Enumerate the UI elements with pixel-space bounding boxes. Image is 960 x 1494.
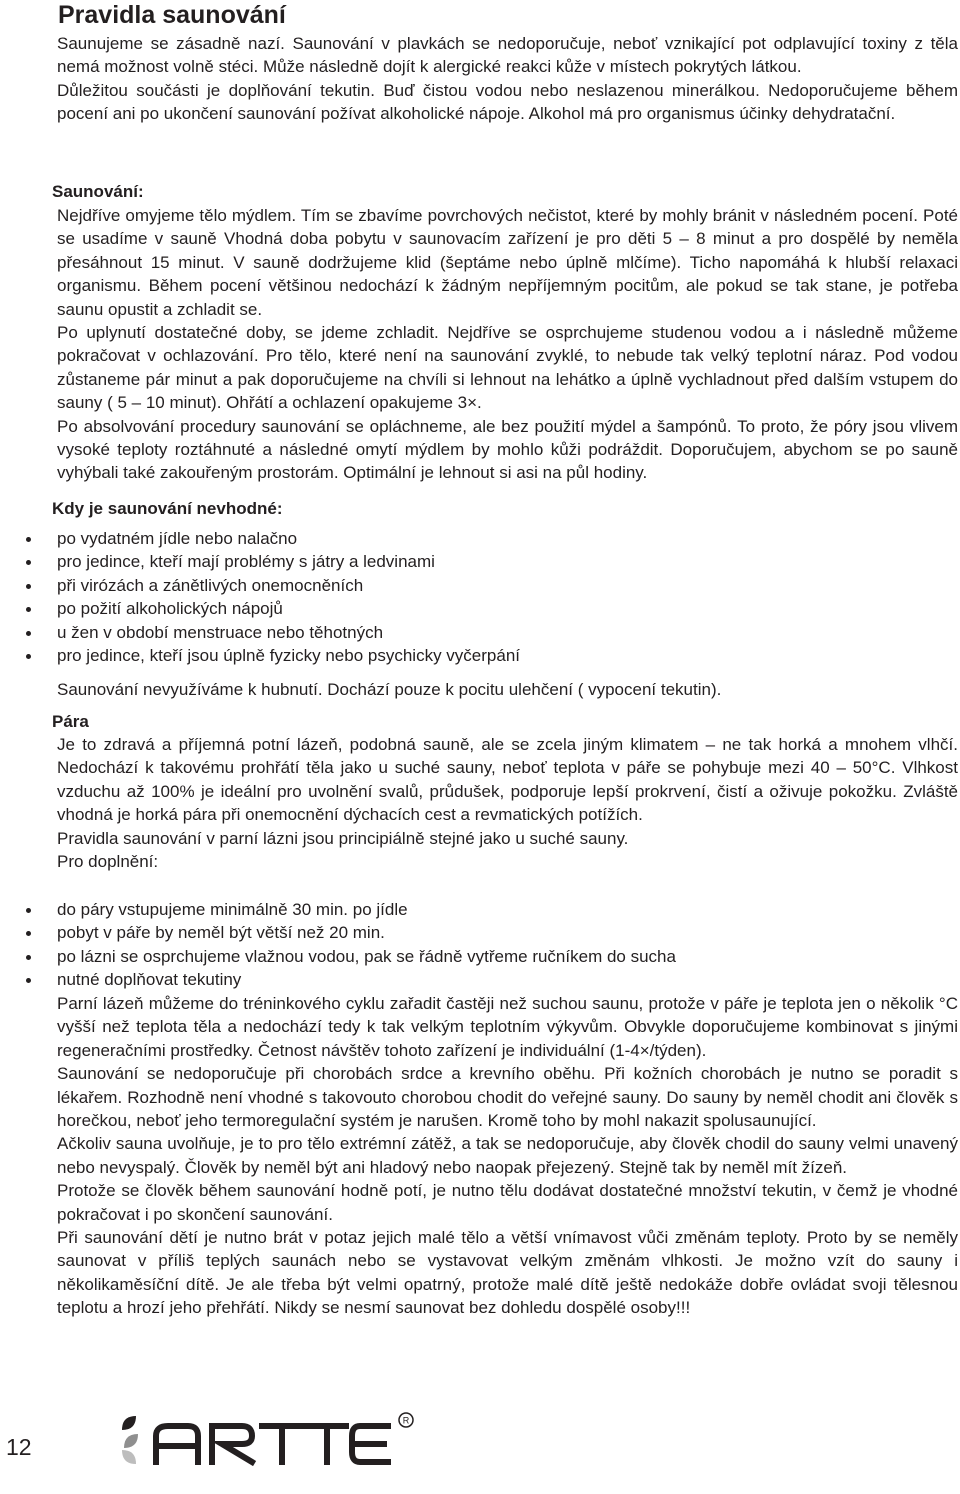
steam-supplement-label: Pro doplnění: — [57, 852, 159, 872]
logo-leaf-icon — [122, 1450, 136, 1464]
list-item: nutné doplňovat tekutiny — [0, 968, 958, 991]
steam-paragraph-children: Při saunování dětí je nutno brát v potaz jejich malé tělo a větší vnímavost vůči změnám teploty. Proto by se neměly saunovat v příliš teplých saunách nebo se vystavovat velkým změnám vlhkosti. Je možno vzít do sauny i několikaměsíční dítě. Je ale třeba být velmi opatrný, protože malé dítě ještě nedokáže dobře ovládat svoji tělesnou teplotu a hrozí jeho přehřátí. Nikdy se nesmí saunovat bez dohledu dospělé osoby!!! — [57, 1228, 958, 1318]
steam-paragraph-health: Saunování se nedoporučuje při chorobách srdce a krevního oběhu. Při kožních chorobách je nutno se poradit s lékařem. Rozhodně není vhodné s takovouto chorobou chodit do veřejné sauny. Do sauny by neměl chodit ani člověk s horečkou, neboť jeho termoregulační systém je narušen. Kromě toho by mohl nakazit spolusaunující. — [57, 1064, 958, 1131]
steam-list — [0, 898, 958, 992]
steam-closing-section — [57, 992, 958, 1320]
bullet-icon — [26, 560, 31, 565]
bullet-icon — [26, 978, 31, 983]
steam-section — [57, 733, 958, 873]
intro-section — [57, 32, 958, 126]
artec-logo-icon — [116, 1410, 416, 1470]
list-item: po vydatném jídle nebo nalačno — [0, 527, 958, 550]
list-item: pobyt v páře by neměl být větší než 20 min. — [0, 921, 958, 944]
sauna-paragraph-procedure: Nejdříve omyjeme tělo mýdlem. Tím se zbavíme povrchových nečistot, které by mohly bránit v následném pocení. Poté se usadíme v sauně Vhodná doba pobytu v saunovacím zařízení je pro děti 5 – 8 minut a pro dospělé by neměla přesáhnout 15 minut. V sauně dodržujeme klid (šeptáme nebo úplně mlčíme). Ticho napomáhá k hlubší relaxaci organismu. Během pocení většinou nedochází k žádným nepříjemným pocitům, ale pokud se tak stane, je potřeba saunu opustit a zchladit se. — [57, 206, 958, 319]
registered-mark-icon — [399, 1413, 413, 1427]
steam-heading: Pára — [52, 712, 89, 731]
artec-logo — [116, 1410, 416, 1470]
svg-text:R: R — [402, 1415, 410, 1426]
logo-leaf-icon — [122, 1416, 136, 1430]
sauna-heading: Saunování: — [52, 182, 144, 201]
sauna-section — [57, 204, 958, 485]
steam-paragraph-fatigue: Ačkoliv sauna uvolňuje, je to pro tělo extrémní zátěž, a tak se nedoporučuje, aby člověk chodil do sauny velmi unavený nebo nevyspalý. Člověk by neměl být ani hladový nebo naopak přejezený. Stejně tak by neměl mít žízeň. — [57, 1134, 958, 1177]
bullet-icon — [26, 654, 31, 659]
bullet-icon — [26, 631, 31, 636]
list-item: do páry vstupujeme minimálně 30 min. po jídle — [0, 898, 958, 921]
list-item: u žen v období menstruace nebo těhotných — [0, 621, 958, 644]
bullet-icon — [26, 931, 31, 936]
steam-paragraph-training: Parní lázeň můžeme do tréninkového cyklu zařadit častěji než suchou saunu, protože v páře je teplota jen o několik °C vyšší než teplota těla a nedochází tedy k tak velkým teplotním výkyvům. Obvykle doporučujeme kombinovat s jinými regeneračními prostředky. Četnost návštěv tohoto zařízení je individuální (1-4×/týden). — [57, 994, 958, 1060]
bullet-icon — [26, 955, 31, 960]
list-item: pro jedince, kteří mají problémy s játry a ledvinami — [0, 550, 958, 573]
bullet-icon — [26, 537, 31, 542]
bullet-icon — [26, 908, 31, 913]
steam-paragraph-hydration: Protože se člověk během saunování hodně potí, je nutno tělu dodávat dostatečné množství tekutin, v čemž je vhodné pokračovat i po skončení saunování. — [57, 1181, 958, 1224]
steam-paragraph-description: Je to zdravá a příjemná potní lázeň, podobná sauně, ale se zcela jiným klimatem – ne tak horká a mnohem vlhčí. Nedochází k takovému prohřátí těla jako u suché sauny, neboť teplota v páře se pohybuje mezi 40 – 50°C. Vlhkost vzduchu až 100% je ideální pro uvolnění svalů, průdušek, podporuje lepší prokrvení, čistí a oživuje pokožku. Zvláště vhodná je horká pára při onemocnění dýchacích cest a revmatických potížích. — [57, 735, 958, 825]
list-item: po požití alkoholických nápojů — [0, 597, 958, 620]
page-title: Pravidla saunování — [58, 1, 286, 29]
bullet-icon — [26, 584, 31, 589]
contraindications-heading: Kdy je saunování nevhodné: — [52, 499, 283, 518]
logo-leaf-icon — [124, 1434, 138, 1448]
page-number: 12 — [6, 1434, 32, 1460]
sauna-paragraph-after: Po absolvování procedury saunování se opláchneme, ale bez použití mýdel a šampónů. To proto, že póry jsou vlivem vysoké teploty roztáhnuté a následné omytí mýdlem by mohlo kůži podráždit. Doporučujem, abychom se po sauně vyhýbali také zakouřeným prostorám. Optimální je lehnout si asi na půl hodiny. — [57, 416, 958, 483]
intro-paragraph-clothing: Saunujeme se zásadně nazí. Saunování v plavkách se nedoporučuje, neboť vznikající pot odplavující toxiny z těla nemá možnost volně stéci. Může následně dojít k alergické reakci kůže v místech pokrytých látkou. — [57, 34, 958, 77]
bullet-icon — [26, 607, 31, 612]
logo-wordmark — [156, 1426, 410, 1462]
sauna-paragraph-cooling: Po uplynutí dostatečné doby, se jdeme zchladit. Nejdříve se osprchujeme studenou vodou a i následně můžeme pokračovat v ochlazování. Pro tělo, které není na saunování zvyklé, to nebude tak velký teplotní náraz. Pod vodou zůstaneme pár minut a pak doporučujeme na chvíli si lehnout na lehátko a úplně vychladnout před dalším vstupem do sauny ( 5 – 10 minut). Ohřátí a ochlazení opakujeme 3×. — [57, 323, 958, 413]
intro-paragraph-fluids: Důležitou součásti je doplňování tekutin. Buď čistou vodou nebo neslazenou minerálkou. Nedoporučujeme během pocení ani po ukončení saunování požívat alkoholické nápoje. Alkohol má pro organismus účinky dehydratační. — [57, 80, 958, 124]
list-item: po lázni se osprchujeme vlažnou vodou, pak se řádně vytřeme ručníkem do sucha — [0, 945, 958, 968]
contraindications-list — [0, 527, 958, 667]
list-item: pro jedince, kteří jsou úplně fyzicky nebo psychicky vyčerpání — [0, 644, 958, 667]
list-item: při virózách a zánětlivých onemocněních — [0, 574, 958, 597]
steam-paragraph-rules: Pravidla saunování v parní lázni jsou principiálně stejné jako u suché sauny. — [57, 828, 629, 848]
contraindications-note: Saunování nevyužíváme k hubnutí. Dochází pouze k pocitu ulehčení ( vypocení tekutin). — [57, 680, 722, 699]
